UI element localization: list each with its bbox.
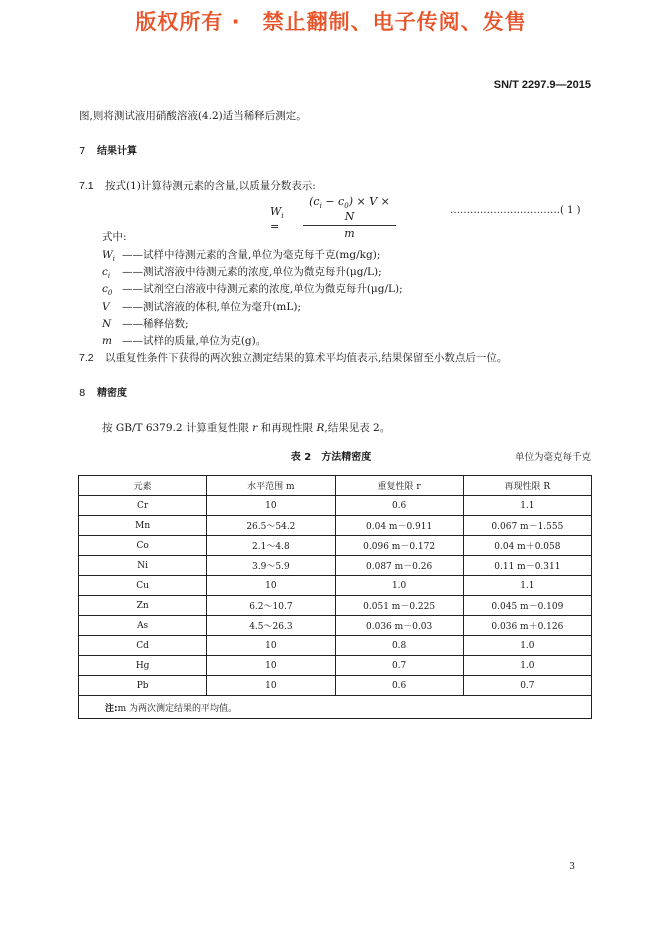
table-row — [79, 556, 592, 576]
element-cell: Co — [79, 536, 207, 556]
variable-definition — [102, 266, 382, 280]
table-note: 注:m 为两次测定结果的平均值。 — [79, 696, 592, 719]
fraction-bar — [303, 225, 396, 226]
clause-7-1 — [79, 180, 316, 193]
table-row — [79, 496, 592, 516]
reproducibility-cell: 0.11 m－0.311 — [463, 556, 591, 576]
section-7-heading — [79, 146, 137, 158]
table-row — [79, 676, 592, 696]
clause-number: 7.2 — [79, 352, 94, 364]
formula-denominator: m — [344, 227, 355, 241]
header-reproducibility: 再现性限 R — [463, 476, 591, 496]
repeatability-cell: 0.096 m－0.172 — [335, 536, 463, 556]
variable-symbol: $W_i$ — [102, 249, 116, 264]
level-range-cell: 4.5～26.3 — [207, 616, 335, 636]
variable-description: ——试样中待测元素的含量,单位为毫克每千克(mg/kg); — [122, 249, 381, 261]
level-range-cell: 2.1～4.8 — [207, 536, 335, 556]
element-cell: Ni — [79, 556, 207, 576]
precision-paragraph: 按 GB/T 6379.2 计算重复性限 r 和再现性限 R,结果见表 2。 — [102, 422, 391, 434]
repeatability-cell: 0.087 m－0.26 — [335, 556, 463, 576]
level-range-cell: 3.9～5.9 — [207, 556, 335, 576]
table-header-row — [79, 476, 592, 496]
table-row — [79, 536, 592, 556]
formula-fraction — [303, 195, 396, 240]
clause-text: 按式(1)计算待测元素的含量,以质量分数表示: — [105, 180, 316, 192]
variable-description: ——稀释倍数; — [122, 317, 189, 330]
variable-definition — [102, 249, 380, 263]
table-row — [79, 636, 592, 656]
variable-symbol: $c_i$ — [102, 266, 111, 281]
section-number: 7 — [79, 146, 86, 157]
reproducibility-cell: 1.1 — [463, 496, 591, 516]
watermark: 版权所有 · 禁止翻制、电子传阅、发售 — [135, 10, 527, 34]
formula-lhs: $W_i$ = — [270, 205, 284, 234]
reproducibility-cell: 1.0 — [463, 656, 591, 676]
where-label: 式中: — [102, 231, 127, 243]
header-repeatability: 重复性限 r — [335, 476, 463, 496]
element-cell: As — [79, 616, 207, 636]
standard-number: SN/T 2297.9—2015 — [493, 79, 591, 91]
repeatability-cell: 0.6 — [335, 676, 463, 696]
level-range-cell: 10 — [207, 656, 335, 676]
element-cell: Mn — [79, 516, 207, 536]
section-8-heading — [79, 388, 127, 400]
clause-7-2 — [79, 352, 507, 365]
table-note-row — [79, 696, 592, 719]
variable-description: ——试剂空白溶液中待测元素的浓度,单位为微克每升(μg/L); — [122, 283, 403, 296]
repeatability-cell: 0.04 m－0.911 — [335, 516, 463, 536]
variable-definition — [102, 335, 266, 349]
repeatability-cell: 0.051 m－0.225 — [335, 596, 463, 616]
table-row — [79, 656, 592, 676]
element-cell: Cr — [79, 496, 207, 516]
equation-number: ……………………………( 1 ) — [450, 205, 581, 216]
intro-line: 图,则将测试液用硝酸溶液(4.2)适当稀释后测定。 — [79, 110, 307, 122]
header-level-range: 水平范围 m — [207, 476, 335, 496]
formula-numerator: $(c_i - c_0) \times V \times N$ — [309, 195, 390, 224]
variable-symbol: V — [102, 300, 110, 313]
reproducibility-cell: 0.7 — [463, 676, 591, 696]
table-row — [79, 616, 592, 636]
variable-symbol: $c_0$ — [102, 283, 113, 298]
clause-number: 7.1 — [79, 180, 94, 192]
section-number: 8 — [79, 388, 86, 399]
variable-symbol: N — [102, 317, 112, 330]
reproducibility-cell: 0.04 m＋0.058 — [463, 536, 591, 556]
reproducibility-cell: 0.067 m－1.555 — [463, 516, 591, 536]
unit-note: 单位为毫克每千克 — [514, 452, 591, 463]
reproducibility-cell: 1.0 — [463, 636, 591, 656]
level-range-cell: 26.5～54.2 — [207, 516, 335, 536]
variable-definition — [102, 318, 189, 332]
table-row — [79, 596, 592, 616]
reproducibility-cell: 0.036 m＋0.126 — [463, 616, 591, 636]
level-range-cell: 6.2～10.7 — [207, 596, 335, 616]
header-element: 元素 — [79, 476, 207, 496]
reproducibility-cell: 0.045 m－0.109 — [463, 596, 591, 616]
level-range-cell: 10 — [207, 496, 335, 516]
variable-definition — [102, 301, 301, 315]
repeatability-cell: 0.7 — [335, 656, 463, 676]
clause-text: 以重复性条件下获得的两次独立测定结果的算术平均值表示,结果保留至小数点后一位。 — [105, 352, 508, 364]
level-range-cell: 10 — [207, 576, 335, 596]
level-range-cell: 10 — [207, 676, 335, 696]
element-cell: Hg — [79, 656, 207, 676]
reproducibility-cell: 1.1 — [463, 576, 591, 596]
variable-description: ——试样的质量,单位为克(g)。 — [122, 335, 267, 347]
variable-description: ——测试溶液的体积,单位为毫升(mL); — [122, 300, 301, 313]
page-number: 3 — [569, 862, 575, 872]
element-cell: Pb — [79, 676, 207, 696]
variable-symbol: m — [102, 335, 112, 347]
table-row — [79, 576, 592, 596]
repeatability-cell: 0.8 — [335, 636, 463, 656]
repeatability-cell: 0.036 m－0.03 — [335, 616, 463, 636]
repeatability-cell: 1.0 — [335, 576, 463, 596]
section-title: 结果计算 — [97, 146, 137, 157]
repeatability-cell: 0.6 — [335, 496, 463, 516]
element-cell: Cd — [79, 636, 207, 656]
element-cell: Cu — [79, 576, 207, 596]
level-range-cell: 10 — [207, 636, 335, 656]
variable-description: ——测试溶液中待测元素的浓度,单位为微克每升(μg/L); — [122, 266, 382, 279]
precision-table — [78, 475, 592, 719]
variable-definition — [102, 283, 403, 297]
section-title: 精密度 — [97, 388, 127, 399]
element-cell: Zn — [79, 596, 207, 616]
table-row — [79, 516, 592, 536]
table-caption: 表 2 方法精密度 — [290, 452, 372, 463]
